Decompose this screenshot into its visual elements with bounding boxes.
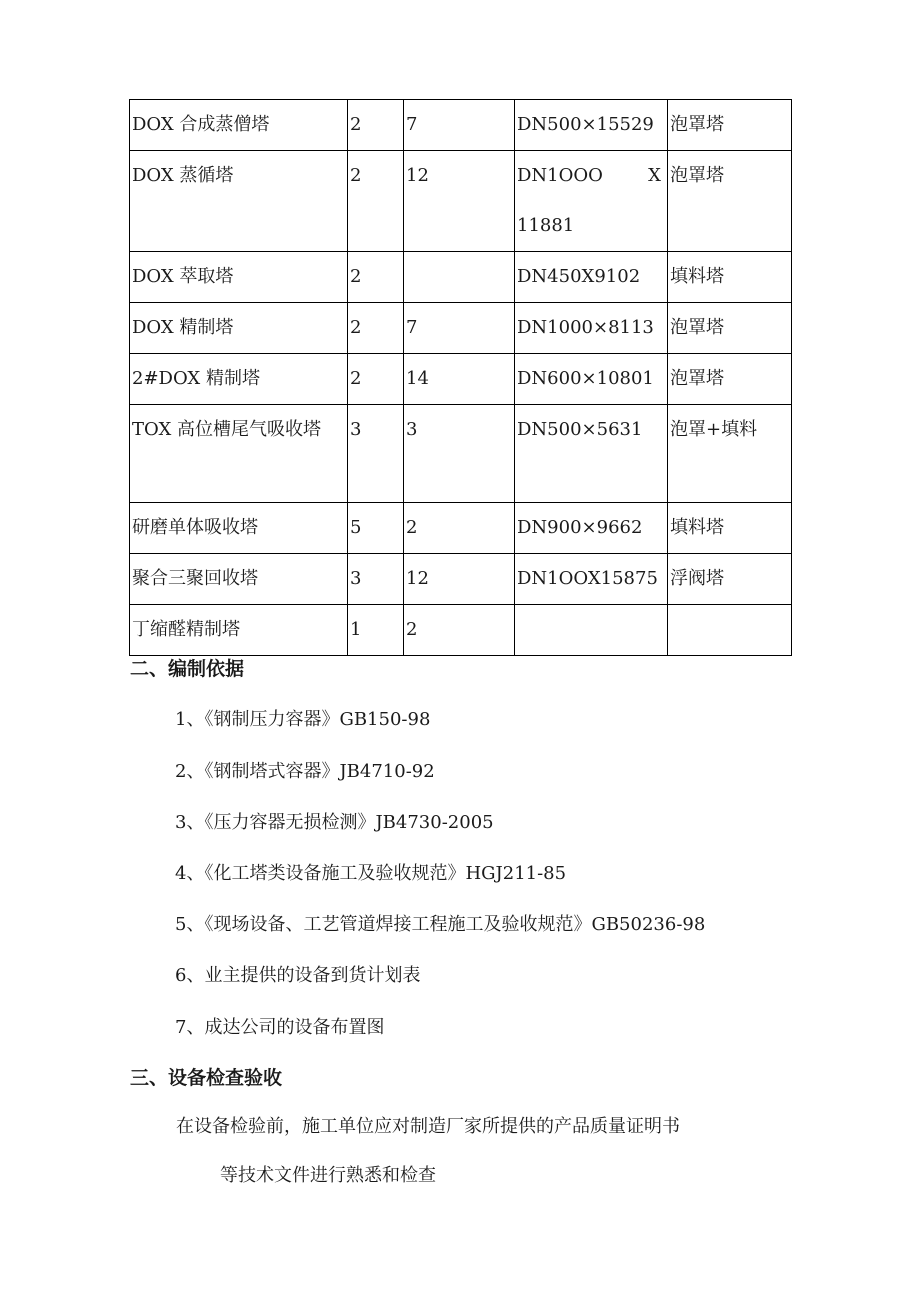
reference-item: 7、成达公司的设备布置图 (175, 1017, 385, 1038)
spec-value: DN1000×8113 (515, 303, 668, 354)
table-row (130, 405, 792, 503)
equipment-name: TOX 高位槽尾气吸收塔 (130, 405, 348, 503)
paragraph-line: 在设备检验前，施工单位应对制造厂家所提供的产品质量证明书 (176, 1116, 680, 1137)
col3-value: 3 (404, 405, 515, 503)
spec-value: DN600×10801 (515, 354, 668, 405)
table-row (130, 100, 792, 151)
type-value: 泡罩塔 (668, 303, 792, 354)
reference-item: 4、《化工塔类设备施工及验收规范》HGJ211-85 (175, 863, 567, 884)
paragraph-line: 等技术文件进行熟悉和检查 (220, 1165, 436, 1186)
type-value: 泡罩塔 (668, 354, 792, 405)
col2-value: 2 (348, 354, 404, 405)
type-value (668, 605, 792, 656)
col3-value (404, 252, 515, 303)
col3-value: 7 (404, 303, 515, 354)
col2-value: 5 (348, 503, 404, 554)
spec-part-b: X (648, 165, 661, 186)
reference-item: 3、《压力容器无损检测》JB4730-2005 (175, 812, 494, 833)
table-row (130, 503, 792, 554)
section2-heading: 二、编制依据 (130, 658, 245, 680)
equipment-name: DOX 蒸循塔 (130, 151, 348, 252)
type-value: 填料塔 (668, 252, 792, 303)
equipment-name: DOX 精制塔 (130, 303, 348, 354)
table-row (130, 605, 792, 656)
type-value: 泡罩+填料 (668, 405, 792, 503)
spec-value: DN450X9102 (515, 252, 668, 303)
table-row (130, 252, 792, 303)
type-value: 泡罩塔 (668, 100, 792, 151)
col3-value: 14 (404, 354, 515, 405)
table-row (130, 151, 792, 252)
col2-value: 1 (348, 605, 404, 656)
spec-part-a: DN1OOO (517, 165, 603, 186)
spec-value: DN900×9662 (515, 503, 668, 554)
equipment-name: 聚合三聚回收塔 (130, 554, 348, 605)
equipment-name: DOX 萃取塔 (130, 252, 348, 303)
equipment-table (129, 99, 792, 656)
type-value: 浮阀塔 (668, 554, 792, 605)
spec-value: DN500×5631 (515, 405, 668, 503)
reference-item: 1、《钢制压力容器》GB150-98 (175, 709, 431, 730)
spec-value: DN1OOX15875 (515, 554, 668, 605)
section3-heading: 三、设备检查验收 (130, 1067, 283, 1089)
col3-value: 12 (404, 554, 515, 605)
col3-value: 2 (404, 503, 515, 554)
table-row (130, 303, 792, 354)
spec-value: DN500×15529 (515, 100, 668, 151)
reference-item: 6、业主提供的设备到货计划表 (175, 965, 421, 986)
type-value: 填料塔 (668, 503, 792, 554)
spec-value (515, 151, 668, 252)
col2-value: 3 (348, 405, 404, 503)
reference-item: 5、《现场设备、工艺管道焊接工程施工及验收规范》GB50236-98 (175, 914, 706, 935)
col3-value: 2 (404, 605, 515, 656)
equipment-name: 丁缩醛精制塔 (130, 605, 348, 656)
table-row (130, 354, 792, 405)
table-row (130, 554, 792, 605)
col2-value: 2 (348, 252, 404, 303)
col3-value: 12 (404, 151, 515, 252)
spec-value (515, 605, 668, 656)
equipment-name: 2#DOX 精制塔 (130, 354, 348, 405)
col3-value: 7 (404, 100, 515, 151)
col2-value: 2 (348, 303, 404, 354)
reference-item: 2、《钢制塔式容器》JB4710-92 (175, 761, 435, 782)
spec-part-c: 11881 (517, 215, 575, 236)
col2-value: 2 (348, 100, 404, 151)
type-value: 泡罩塔 (668, 151, 792, 252)
equipment-name: DOX 合成蒸僧塔 (130, 100, 348, 151)
col2-value: 3 (348, 554, 404, 605)
equipment-name: 研磨单体吸收塔 (130, 503, 348, 554)
col2-value: 2 (348, 151, 404, 252)
